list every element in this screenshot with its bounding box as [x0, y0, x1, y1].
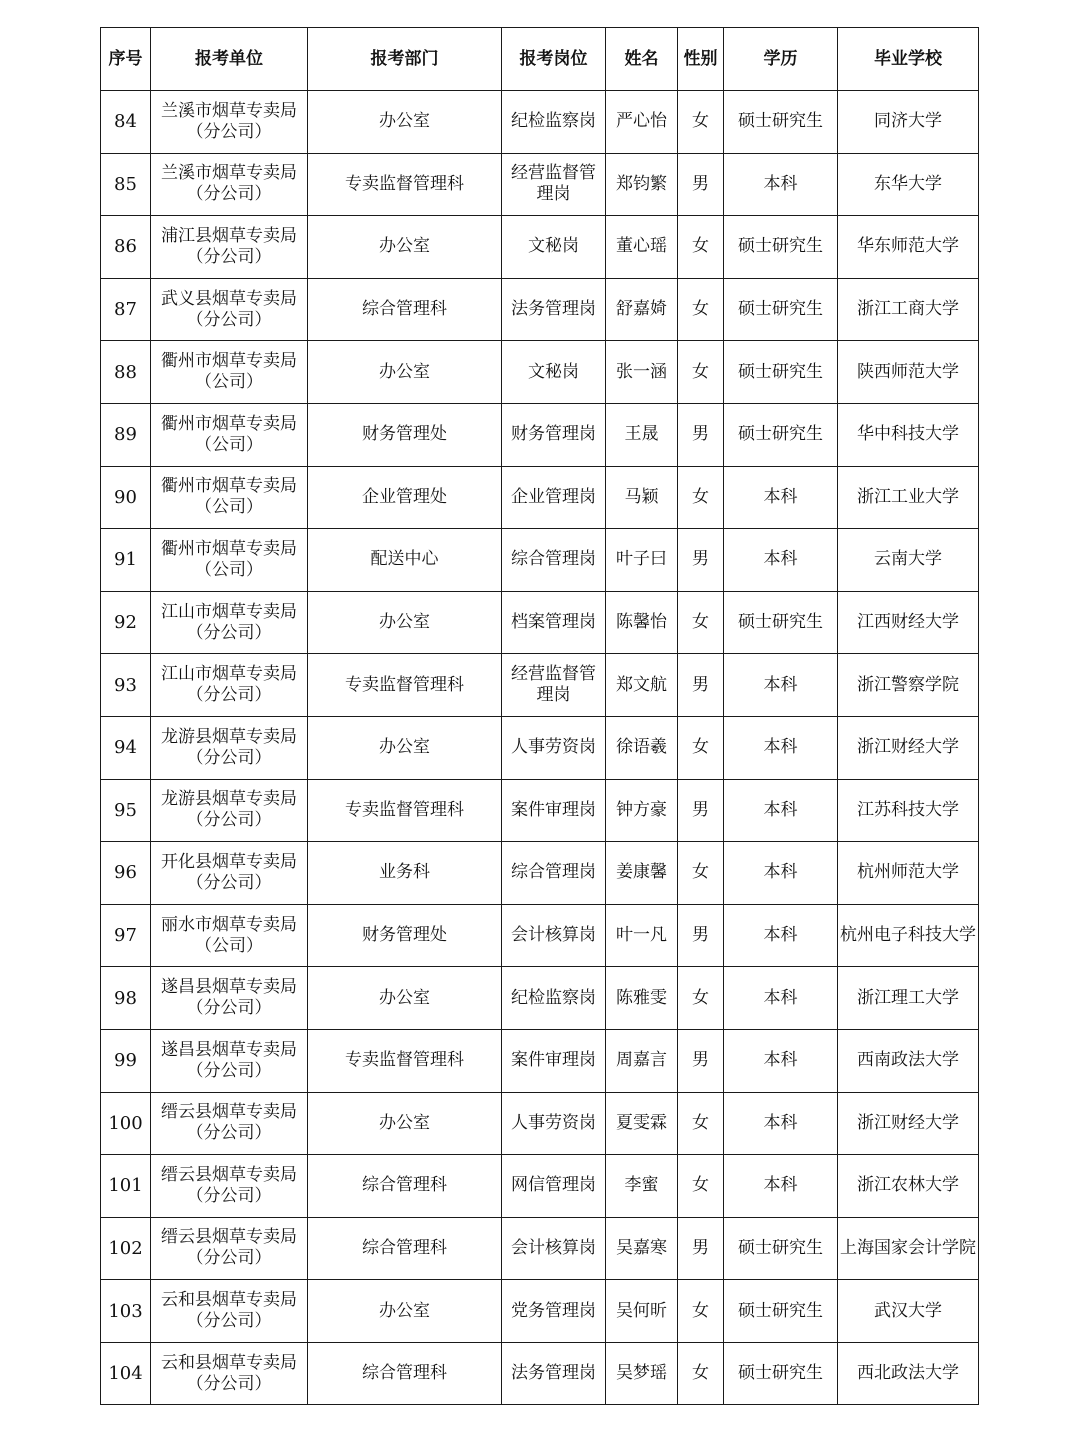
cell-unit	[151, 967, 308, 1030]
cell-dept: 企业管理处	[308, 466, 502, 529]
header-school: 毕业学校	[838, 28, 979, 91]
cell-post: 法务管理岗	[502, 278, 606, 341]
header-row	[101, 28, 979, 91]
cell-gender: 女	[678, 341, 724, 404]
unit-branch: （分公司）	[186, 747, 272, 768]
unit-name: 缙云县烟草专卖局	[161, 1102, 297, 1123]
cell-unit	[151, 716, 308, 779]
cell-school: 上海国家会计学院	[838, 1217, 979, 1280]
cell-edu: 本科	[724, 716, 838, 779]
unit-branch: （公司）	[195, 372, 263, 393]
cell-gender: 女	[678, 216, 724, 279]
cell-unit	[151, 654, 308, 717]
cell-school: 浙江警察学院	[838, 654, 979, 717]
unit-branch: （公司）	[195, 497, 263, 518]
table-body	[101, 91, 979, 1405]
header-gender: 性别	[678, 28, 724, 91]
cell-school: 华东师范大学	[838, 216, 979, 279]
cell-school: 浙江理工大学	[838, 967, 979, 1030]
cell-seq: 94	[101, 716, 151, 779]
cell-dept: 办公室	[308, 967, 502, 1030]
cell-edu: 硕士研究生	[724, 216, 838, 279]
unit-name: 江山市烟草专卖局	[161, 601, 297, 622]
cell-unit	[151, 1092, 308, 1155]
cell-school: 杭州电子科技大学	[838, 904, 979, 967]
cell-school: 同济大学	[838, 91, 979, 154]
cell-gender: 女	[678, 967, 724, 1030]
cell-post: 人事劳资岗	[502, 716, 606, 779]
cell-name: 吴何昕	[606, 1280, 678, 1343]
cell-gender: 女	[678, 466, 724, 529]
cell-seq: 89	[101, 403, 151, 466]
table-row	[101, 1155, 979, 1218]
cell-dept: 办公室	[308, 216, 502, 279]
cell-unit	[151, 591, 308, 654]
cell-seq: 98	[101, 967, 151, 1030]
cell-unit	[151, 904, 308, 967]
cell-unit	[151, 1280, 308, 1343]
cell-post: 纪检监察岗	[502, 91, 606, 154]
cell-school: 浙江财经大学	[838, 1092, 979, 1155]
cell-name: 夏雯霖	[606, 1092, 678, 1155]
cell-school: 西南政法大学	[838, 1029, 979, 1092]
cell-gender: 女	[678, 1342, 724, 1405]
table-row	[101, 779, 979, 842]
cell-dept: 办公室	[308, 716, 502, 779]
cell-post: 综合管理岗	[502, 842, 606, 905]
unit-branch: （分公司）	[186, 184, 272, 205]
cell-post: 经营监督管理岗	[502, 654, 606, 717]
cell-name: 董心瑶	[606, 216, 678, 279]
cell-post: 纪检监察岗	[502, 967, 606, 1030]
unit-name: 缙云县烟草专卖局	[161, 1164, 297, 1185]
cell-seq: 102	[101, 1217, 151, 1280]
cell-name: 王晟	[606, 403, 678, 466]
cell-post: 人事劳资岗	[502, 1092, 606, 1155]
cell-unit	[151, 341, 308, 404]
cell-seq: 99	[101, 1029, 151, 1092]
cell-school: 浙江农林大学	[838, 1155, 979, 1218]
cell-school: 江西财经大学	[838, 591, 979, 654]
cell-post: 会计核算岗	[502, 1217, 606, 1280]
cell-unit	[151, 153, 308, 216]
cell-edu: 本科	[724, 904, 838, 967]
cell-school: 浙江工商大学	[838, 278, 979, 341]
cell-unit	[151, 842, 308, 905]
unit-name: 浦江县烟草专卖局	[161, 225, 297, 246]
cell-name: 姜康馨	[606, 842, 678, 905]
cell-seq: 86	[101, 216, 151, 279]
cell-gender: 男	[678, 654, 724, 717]
cell-gender: 男	[678, 529, 724, 592]
cell-edu: 硕士研究生	[724, 403, 838, 466]
unit-name: 丽水市烟草专卖局	[161, 914, 297, 935]
header-edu: 学历	[724, 28, 838, 91]
cell-edu: 硕士研究生	[724, 1217, 838, 1280]
unit-branch: （分公司）	[186, 1373, 272, 1394]
cell-gender: 女	[678, 716, 724, 779]
unit-name: 衢州市烟草专卖局	[161, 476, 297, 497]
cell-dept: 办公室	[308, 591, 502, 654]
cell-unit	[151, 779, 308, 842]
table-row	[101, 529, 979, 592]
cell-unit	[151, 91, 308, 154]
cell-dept: 综合管理科	[308, 278, 502, 341]
cell-dept: 财务管理处	[308, 403, 502, 466]
cell-dept: 财务管理处	[308, 904, 502, 967]
cell-school: 浙江工业大学	[838, 466, 979, 529]
cell-name: 钟方豪	[606, 779, 678, 842]
cell-unit	[151, 216, 308, 279]
cell-seq: 104	[101, 1342, 151, 1405]
unit-branch: （分公司）	[186, 121, 272, 142]
cell-post: 文秘岗	[502, 341, 606, 404]
cell-name: 徐语羲	[606, 716, 678, 779]
cell-name: 叶子曰	[606, 529, 678, 592]
cell-dept: 综合管理科	[308, 1155, 502, 1218]
cell-dept: 办公室	[308, 1280, 502, 1343]
cell-gender: 女	[678, 1280, 724, 1343]
cell-dept: 专卖监督管理科	[308, 779, 502, 842]
cell-name: 张一涵	[606, 341, 678, 404]
cell-gender: 男	[678, 1029, 724, 1092]
table-row	[101, 716, 979, 779]
table-row	[101, 904, 979, 967]
cell-seq: 90	[101, 466, 151, 529]
cell-dept: 办公室	[308, 341, 502, 404]
unit-name: 兰溪市烟草专卖局	[161, 100, 297, 121]
cell-name: 郑钧繁	[606, 153, 678, 216]
cell-dept: 配送中心	[308, 529, 502, 592]
cell-name: 陈雅雯	[606, 967, 678, 1030]
unit-name: 龙游县烟草专卖局	[161, 789, 297, 810]
cell-edu: 硕士研究生	[724, 1280, 838, 1343]
unit-name: 江山市烟草专卖局	[161, 664, 297, 685]
cell-unit	[151, 1217, 308, 1280]
cell-seq: 101	[101, 1155, 151, 1218]
cell-edu: 本科	[724, 466, 838, 529]
cell-edu: 硕士研究生	[724, 1342, 838, 1405]
cell-seq: 85	[101, 153, 151, 216]
unit-name: 衢州市烟草专卖局	[161, 351, 297, 372]
cell-school: 东华大学	[838, 153, 979, 216]
cell-edu: 本科	[724, 1155, 838, 1218]
table-row	[101, 967, 979, 1030]
cell-unit	[151, 403, 308, 466]
unit-branch: （分公司）	[186, 1185, 272, 1206]
unit-branch: （公司）	[195, 434, 263, 455]
unit-branch: （分公司）	[186, 1060, 272, 1081]
cell-school: 西北政法大学	[838, 1342, 979, 1405]
header-unit: 报考单位	[151, 28, 308, 91]
cell-name: 郑文航	[606, 654, 678, 717]
cell-dept: 专卖监督管理科	[308, 1029, 502, 1092]
unit-branch: （公司）	[195, 559, 263, 580]
header-dept: 报考部门	[308, 28, 502, 91]
table-row	[101, 91, 979, 154]
cell-dept: 办公室	[308, 1092, 502, 1155]
cell-post: 法务管理岗	[502, 1342, 606, 1405]
unit-branch: （分公司）	[186, 1248, 272, 1269]
cell-unit	[151, 1155, 308, 1218]
cell-post: 网信管理岗	[502, 1155, 606, 1218]
cell-unit	[151, 529, 308, 592]
table-row	[101, 1092, 979, 1155]
cell-dept: 专卖监督管理科	[308, 153, 502, 216]
cell-name: 吴梦瑶	[606, 1342, 678, 1405]
cell-seq: 96	[101, 842, 151, 905]
cell-seq: 84	[101, 91, 151, 154]
cell-gender: 女	[678, 591, 724, 654]
cell-post: 案件审理岗	[502, 1029, 606, 1092]
unit-name: 龙游县烟草专卖局	[161, 726, 297, 747]
cell-seq: 100	[101, 1092, 151, 1155]
unit-branch: （分公司）	[186, 1123, 272, 1144]
table-row	[101, 1280, 979, 1343]
table-row	[101, 153, 979, 216]
table-header	[101, 28, 979, 91]
table-row	[101, 466, 979, 529]
cell-dept: 办公室	[308, 91, 502, 154]
cell-seq: 97	[101, 904, 151, 967]
cell-post: 案件审理岗	[502, 779, 606, 842]
table-row	[101, 216, 979, 279]
cell-edu: 本科	[724, 153, 838, 216]
cell-edu: 本科	[724, 654, 838, 717]
cell-gender: 男	[678, 779, 724, 842]
cell-gender: 女	[678, 1155, 724, 1218]
cell-edu: 本科	[724, 529, 838, 592]
cell-edu: 本科	[724, 842, 838, 905]
unit-name: 兰溪市烟草专卖局	[161, 163, 297, 184]
cell-edu: 本科	[724, 779, 838, 842]
table-row	[101, 591, 979, 654]
header-post: 报考岗位	[502, 28, 606, 91]
unit-name: 武义县烟草专卖局	[161, 288, 297, 309]
cell-seq: 92	[101, 591, 151, 654]
cell-school: 浙江财经大学	[838, 716, 979, 779]
cell-school: 江苏科技大学	[838, 779, 979, 842]
cell-name: 马颖	[606, 466, 678, 529]
cell-dept: 综合管理科	[308, 1217, 502, 1280]
candidate-roster-table	[100, 27, 979, 1405]
table-row	[101, 1342, 979, 1405]
unit-name: 云和县烟草专卖局	[161, 1290, 297, 1311]
table-row	[101, 278, 979, 341]
unit-branch: （分公司）	[186, 1311, 272, 1332]
cell-edu: 硕士研究生	[724, 341, 838, 404]
cell-edu: 本科	[724, 1092, 838, 1155]
cell-school: 杭州师范大学	[838, 842, 979, 905]
unit-name: 开化县烟草专卖局	[161, 851, 297, 872]
cell-seq: 91	[101, 529, 151, 592]
cell-post: 经营监督管理岗	[502, 153, 606, 216]
cell-unit	[151, 1342, 308, 1405]
cell-school: 陕西师范大学	[838, 341, 979, 404]
cell-gender: 女	[678, 278, 724, 341]
cell-post: 档案管理岗	[502, 591, 606, 654]
cell-post: 文秘岗	[502, 216, 606, 279]
cell-gender: 男	[678, 403, 724, 466]
cell-edu: 硕士研究生	[724, 278, 838, 341]
cell-school: 武汉大学	[838, 1280, 979, 1343]
unit-name: 缙云县烟草专卖局	[161, 1227, 297, 1248]
unit-branch: （分公司）	[186, 622, 272, 643]
unit-branch: （分公司）	[186, 685, 272, 706]
cell-gender: 男	[678, 1217, 724, 1280]
cell-post: 财务管理岗	[502, 403, 606, 466]
cell-unit	[151, 278, 308, 341]
cell-seq: 103	[101, 1280, 151, 1343]
cell-edu: 本科	[724, 1029, 838, 1092]
cell-seq: 88	[101, 341, 151, 404]
cell-name: 叶一凡	[606, 904, 678, 967]
unit-name: 遂昌县烟草专卖局	[161, 977, 297, 998]
table-row	[101, 341, 979, 404]
cell-name: 舒嘉婍	[606, 278, 678, 341]
cell-gender: 女	[678, 842, 724, 905]
cell-name: 严心怡	[606, 91, 678, 154]
unit-branch: （分公司）	[186, 309, 272, 330]
cell-gender: 男	[678, 904, 724, 967]
table-row	[101, 403, 979, 466]
cell-dept: 业务科	[308, 842, 502, 905]
unit-branch: （公司）	[195, 935, 263, 956]
cell-edu: 硕士研究生	[724, 591, 838, 654]
cell-gender: 男	[678, 153, 724, 216]
cell-edu: 硕士研究生	[724, 91, 838, 154]
cell-name: 陈馨怡	[606, 591, 678, 654]
cell-name: 吴嘉寒	[606, 1217, 678, 1280]
unit-branch: （分公司）	[186, 998, 272, 1019]
cell-unit	[151, 466, 308, 529]
cell-gender: 女	[678, 1092, 724, 1155]
cell-unit	[151, 1029, 308, 1092]
unit-name: 衢州市烟草专卖局	[161, 413, 297, 434]
cell-post: 会计核算岗	[502, 904, 606, 967]
cell-post: 党务管理岗	[502, 1280, 606, 1343]
table-row	[101, 654, 979, 717]
cell-edu: 本科	[724, 967, 838, 1030]
cell-seq: 87	[101, 278, 151, 341]
unit-branch: （分公司）	[186, 810, 272, 831]
cell-dept: 专卖监督管理科	[308, 654, 502, 717]
unit-name: 遂昌县烟草专卖局	[161, 1039, 297, 1060]
cell-school: 华中科技大学	[838, 403, 979, 466]
cell-post: 综合管理岗	[502, 529, 606, 592]
cell-dept: 综合管理科	[308, 1342, 502, 1405]
unit-branch: （分公司）	[186, 246, 272, 267]
cell-post: 企业管理岗	[502, 466, 606, 529]
table-row	[101, 842, 979, 905]
table-row	[101, 1029, 979, 1092]
cell-name: 李蜜	[606, 1155, 678, 1218]
cell-seq: 95	[101, 779, 151, 842]
table-row	[101, 1217, 979, 1280]
header-name: 姓名	[606, 28, 678, 91]
header-seq: 序号	[101, 28, 151, 91]
cell-school: 云南大学	[838, 529, 979, 592]
cell-gender: 女	[678, 91, 724, 154]
unit-name: 云和县烟草专卖局	[161, 1352, 297, 1373]
unit-name: 衢州市烟草专卖局	[161, 538, 297, 559]
cell-name: 周嘉言	[606, 1029, 678, 1092]
unit-branch: （分公司）	[186, 872, 272, 893]
cell-seq: 93	[101, 654, 151, 717]
